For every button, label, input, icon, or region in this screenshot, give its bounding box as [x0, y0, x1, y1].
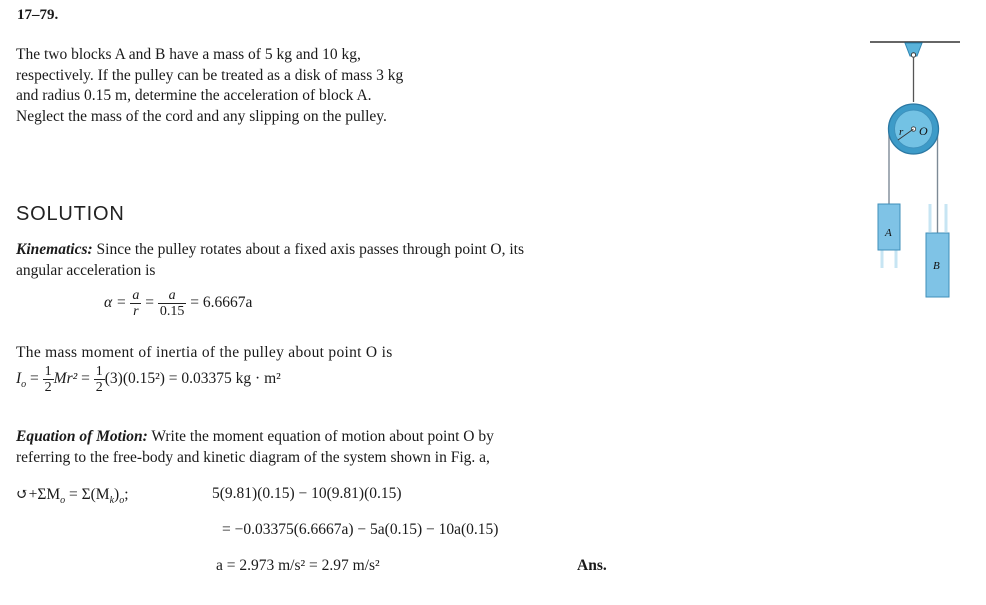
- motion-equation-2: = −0.03375(6.6667a) − 5a(0.15) − 10a(0.15): [222, 521, 499, 538]
- inertia-frac-num-2: 1: [95, 364, 103, 379]
- moment-sum-rhs-end: ): [114, 486, 120, 503]
- moment-sum-rhs: = Σ(M: [69, 486, 110, 503]
- inertia-frac-den-1: 2: [44, 380, 52, 395]
- moment-sum-rhs-sub: k: [109, 495, 115, 507]
- kinematics-title: Kinematics:: [16, 241, 93, 258]
- moment-sum-rhs-tail: ;: [124, 486, 129, 503]
- motion-text-1: Write the moment equation of motion about point O by: [151, 428, 494, 445]
- inertia-fraction-2: [94, 364, 105, 395]
- label-a: A: [885, 227, 892, 239]
- motion-equation-3: a = 2.973 m/s² = 2.97 m/s²: [216, 557, 380, 574]
- alpha-lhs: α =: [104, 294, 127, 312]
- alpha-num-2: a: [158, 288, 187, 304]
- alpha-equation: α = $\frac{a}{r}$ = $\frac{a}{0.15}$ = 6.6667a: [104, 288, 253, 319]
- alpha-fraction-1: [130, 288, 141, 319]
- inertia-values: (3)(0.15²) = 0.03375 kg · m²: [104, 370, 281, 388]
- label-o: O: [919, 124, 928, 138]
- inertia-lhs: I: [16, 370, 22, 388]
- problem-statement-line-1: The two blocks A and B have a mass of 5 kg and 10 kg,: [16, 46, 361, 63]
- solution-heading: SOLUTION: [16, 203, 125, 225]
- label-r: r: [899, 126, 904, 138]
- alpha-result: = 6.6667a: [190, 294, 253, 312]
- inertia-equation: $I_o$ = $\frac{1}{2}$ Mr² = $\frac{1}{2}$ (3)(0.15²) = 0.03375 kg · m²: [16, 364, 281, 395]
- motion-title: Equation of Motion:: [16, 428, 148, 445]
- inertia-fraction-1: [43, 364, 54, 395]
- inertia-text: The mass moment of inertia of the pulley about point O is: [16, 344, 393, 361]
- alpha-num-1: a: [132, 288, 140, 303]
- problem-statement-line-2: respectively. If the pulley can be treated as a disk of mass 3 kg: [16, 66, 404, 84]
- ccw-rotation-icon: ↺: [16, 487, 29, 503]
- moment-sum-rhs-sub2: o: [119, 495, 125, 507]
- kinematics-text-1: Since the pulley rotates about a fixed axis passes through point O, its: [96, 241, 524, 258]
- motion-equation-1: 5(9.81)(0.15) − 10(9.81)(0.15): [212, 485, 402, 502]
- inertia-frac-num-1: 1: [44, 364, 52, 379]
- moment-sum-lhs-sub: o: [60, 495, 66, 507]
- problem-number: 17–79.: [17, 7, 59, 23]
- problem-statement-line-4: Neglect the mass of the cord and any slipping on the pulley.: [16, 107, 387, 125]
- inertia-mr2: Mr²: [53, 370, 78, 388]
- answer-label: Ans.: [577, 557, 607, 574]
- kinematics-line-1: [16, 241, 524, 259]
- problem-statement-line-3: and radius 0.15 m, determine the acceleration of block A.: [16, 87, 372, 104]
- inertia-lhs-sub: o: [21, 379, 27, 391]
- moment-sum-lhs: +ΣM: [28, 486, 61, 503]
- motion-line-1: [16, 428, 494, 446]
- alpha-den-2: 0.15: [159, 304, 185, 319]
- kinematics-line-2: angular acceleration is: [16, 262, 156, 279]
- moment-sum-label: [16, 485, 129, 506]
- inertia-frac-den-2: 2: [95, 380, 103, 395]
- motion-line-2: referring to the free-body and kinetic diagram of the system shown in Fig. a,: [16, 449, 490, 466]
- alpha-den-1: r: [133, 304, 139, 319]
- label-b: B: [933, 260, 940, 272]
- alpha-fraction-2: [158, 288, 187, 319]
- pulley-figure: [860, 28, 970, 308]
